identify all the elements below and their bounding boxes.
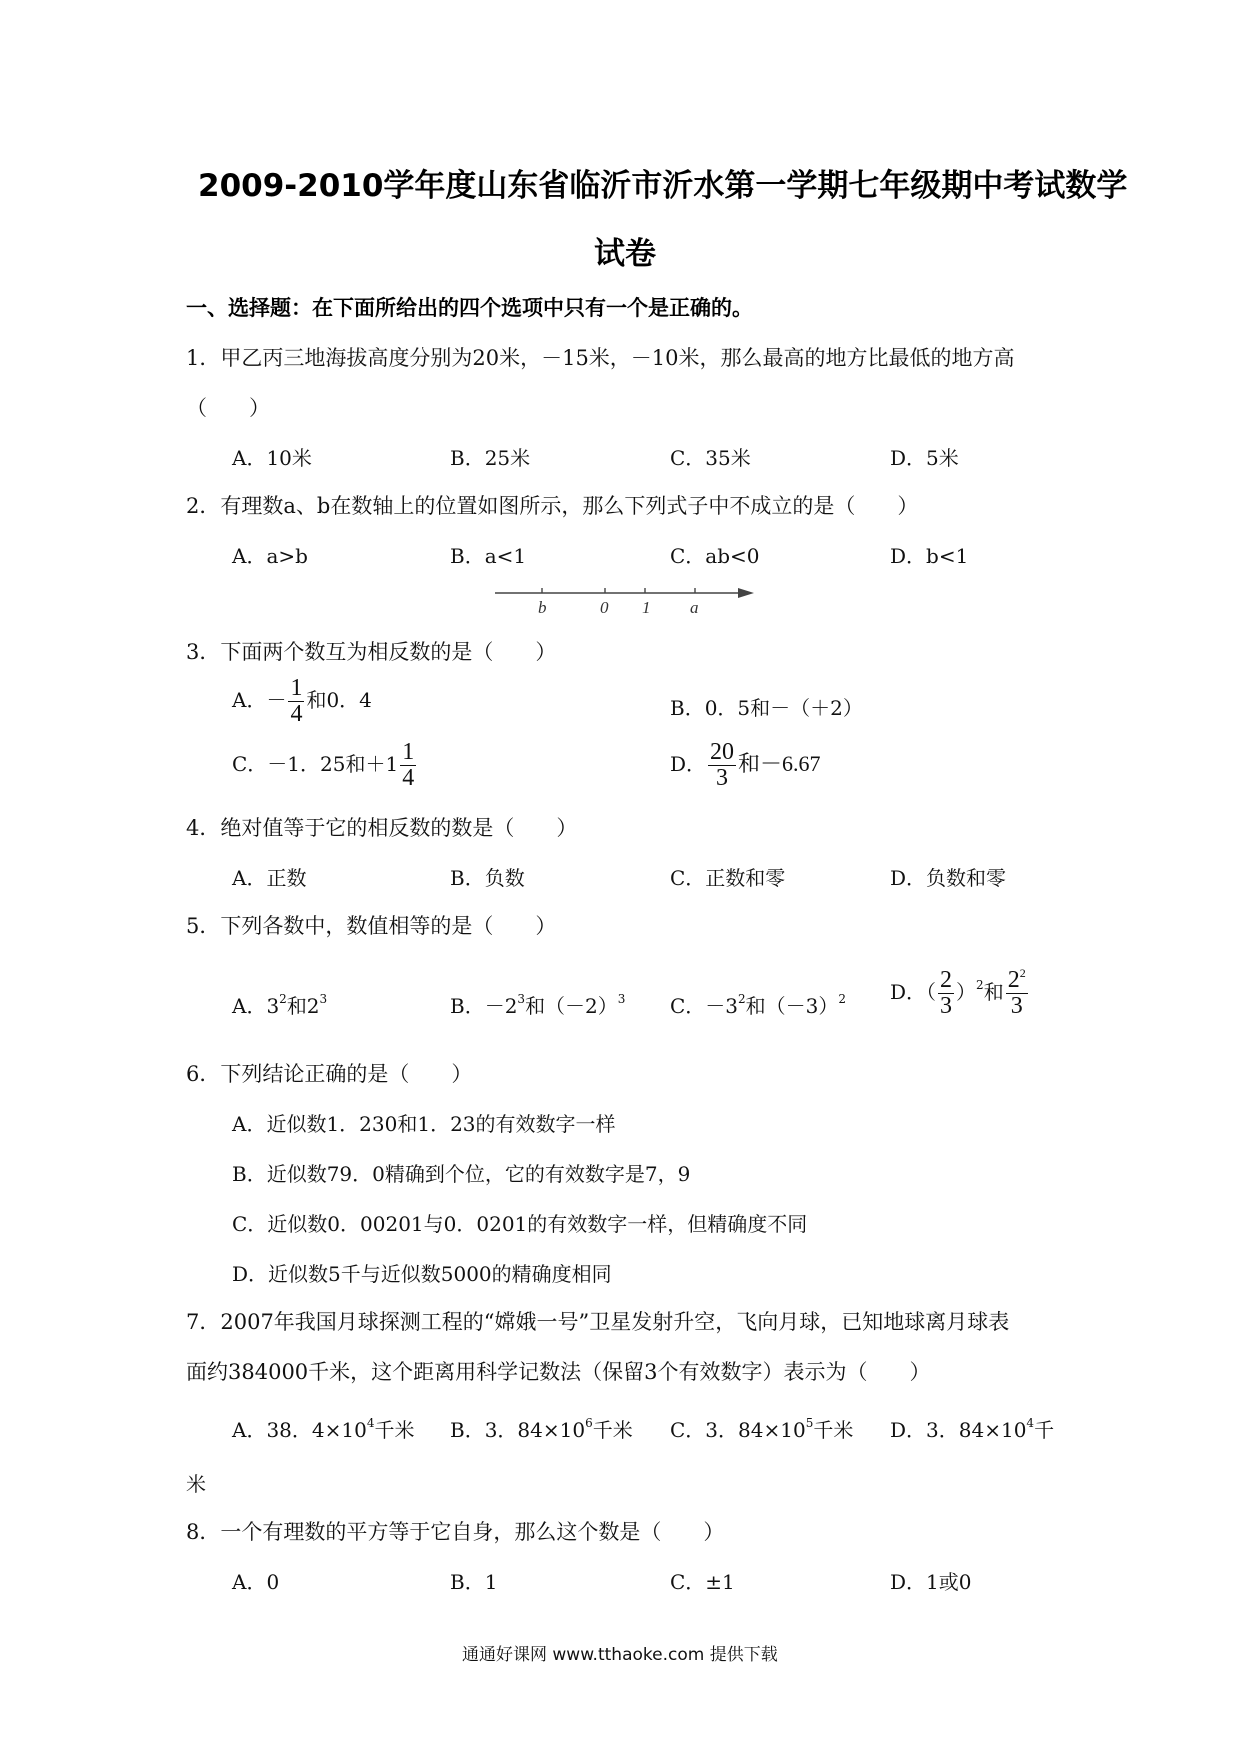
question-4-stem: 4．绝对值等于它的相反数的数是（ ）: [186, 816, 578, 840]
label-1: 1: [642, 598, 651, 617]
q2-option-a: A．a>b: [232, 544, 308, 568]
label-a: a: [690, 598, 699, 617]
q1-option-d: D．5米: [890, 446, 959, 470]
q1-option-c: C．35米: [670, 446, 751, 470]
question-3-stem: 3．下面两个数互为相反数的是（ ）: [186, 640, 557, 664]
q2-option-c: C．ab<0: [670, 544, 760, 568]
q8-option-d: D．1或0: [890, 1570, 972, 1594]
page-footer: 通通好课网 www.tthaoke.com 提供下载: [462, 1645, 778, 1665]
q4-option-d: D．负数和零: [890, 866, 1007, 890]
q3-option-a: A．－ $\frac{1}{4}$ 和0．4: [232, 675, 372, 728]
q4-option-b: B．负数: [450, 866, 525, 890]
question-1-paren: （ ）: [186, 396, 270, 420]
q4-option-a: A．正数: [232, 866, 307, 890]
q7-option-c: C．3．$84\times 10^5$千米: [670, 1416, 854, 1442]
q8-option-a: A．0: [232, 1570, 280, 1594]
q6-option-b: B．近似数79．0精确到个位，它的有效数字是7，9: [232, 1162, 691, 1186]
question-1-stem: 1．甲乙丙三地海拔高度分别为20米，－15米，－10米，那么最高的地方比最低的地方高: [186, 346, 1015, 370]
q3-option-d: D． $\frac{20}{3}$ 和－6.67: [670, 739, 821, 792]
q7-option-d: D．3．$84\times 10^4$千: [890, 1416, 1055, 1442]
q5-option-a: A．$3^2$和$2^3$: [232, 992, 328, 1018]
q5-option-c: C．$-3^2$和$(-3)^2$: [670, 992, 847, 1018]
label-b: b: [538, 598, 547, 617]
q6-option-c: C．近似数0．00201与0．0201的有效数字一样，但精确度不同: [232, 1212, 808, 1236]
q6-option-d: D．近似数5千与近似数5000的精确度相同: [232, 1262, 612, 1286]
question-7-stem-line2: 面约384000千米，这个距离用科学记数法（保留3个有效数字）表示为（ ）: [186, 1360, 931, 1384]
q2-option-b: B．a<1: [450, 544, 527, 568]
q3-c-fraction: $\frac{1}{4}$: [402, 739, 415, 792]
question-8-stem: 8．一个有理数的平方等于它自身，那么这个数是（ ）: [186, 1520, 725, 1544]
q5-option-b: B．$-2^3$和$(-2)^3$: [450, 992, 626, 1018]
question-7-stem-line1: 7．2007年我国月球探测工程的“嫦娥一号”卫星发射升空，飞向月球，已知地球离月球表: [186, 1310, 1010, 1334]
q7-option-a: A．38．$4\times 10^4$千米: [232, 1416, 415, 1442]
q2-option-d: D．b<1: [890, 544, 969, 568]
page-title-line1: 2009-2010学年度山东省临沂市沂水第一学期七年级期中考试数学: [198, 168, 1128, 204]
q3-option-b: B．0．5和－（＋2）: [670, 696, 863, 720]
q5-option-d: D．（ $\frac{2}{3}$ ）$^2$和 $\frac{2^2}{3}$: [890, 966, 1026, 1020]
q3-option-c: C．－1．25和＋1 $\frac{1}{4}$: [232, 739, 415, 792]
question-6-stem: 6．下列结论正确的是（ ）: [186, 1062, 473, 1086]
q3-a-fraction: $\frac{1}{4}$: [290, 675, 303, 728]
q4-option-c: C．正数和零: [670, 866, 786, 890]
q3-d-fraction: $\frac{20}{3}$: [710, 739, 735, 792]
q8-option-c: C．±1: [670, 1570, 735, 1594]
question-5-stem: 5．下列各数中，数值相等的是（ ）: [186, 914, 557, 938]
q5-d-fraction-1: $\frac{2}{3}$: [940, 967, 953, 1020]
number-line-arrow: [738, 588, 754, 598]
q7-option-d-wrap: 米: [186, 1472, 206, 1496]
section-heading: 一、选择题：在下面所给出的四个选项中只有一个是正确的。: [186, 296, 753, 320]
q8-option-b: B．1: [450, 1570, 498, 1594]
q1-option-b: B．25米: [450, 446, 531, 470]
q1-option-a: A．10米: [232, 446, 312, 470]
q6-option-a: A．近似数1．230和1．23的有效数字一样: [232, 1112, 616, 1136]
q5-d-fraction-2: $\frac{2^2}{3}$: [1007, 966, 1026, 1020]
q7-option-b: B．3．$84\times 10^6$千米: [450, 1416, 633, 1442]
number-line-figure: [490, 578, 760, 618]
page-title-line2: 试卷: [594, 236, 656, 272]
question-2-stem: 2．有理数a、b在数轴上的位置如图所示，那么下列式子中不成立的是（ ）: [186, 494, 919, 518]
label-0: 0: [600, 598, 609, 617]
